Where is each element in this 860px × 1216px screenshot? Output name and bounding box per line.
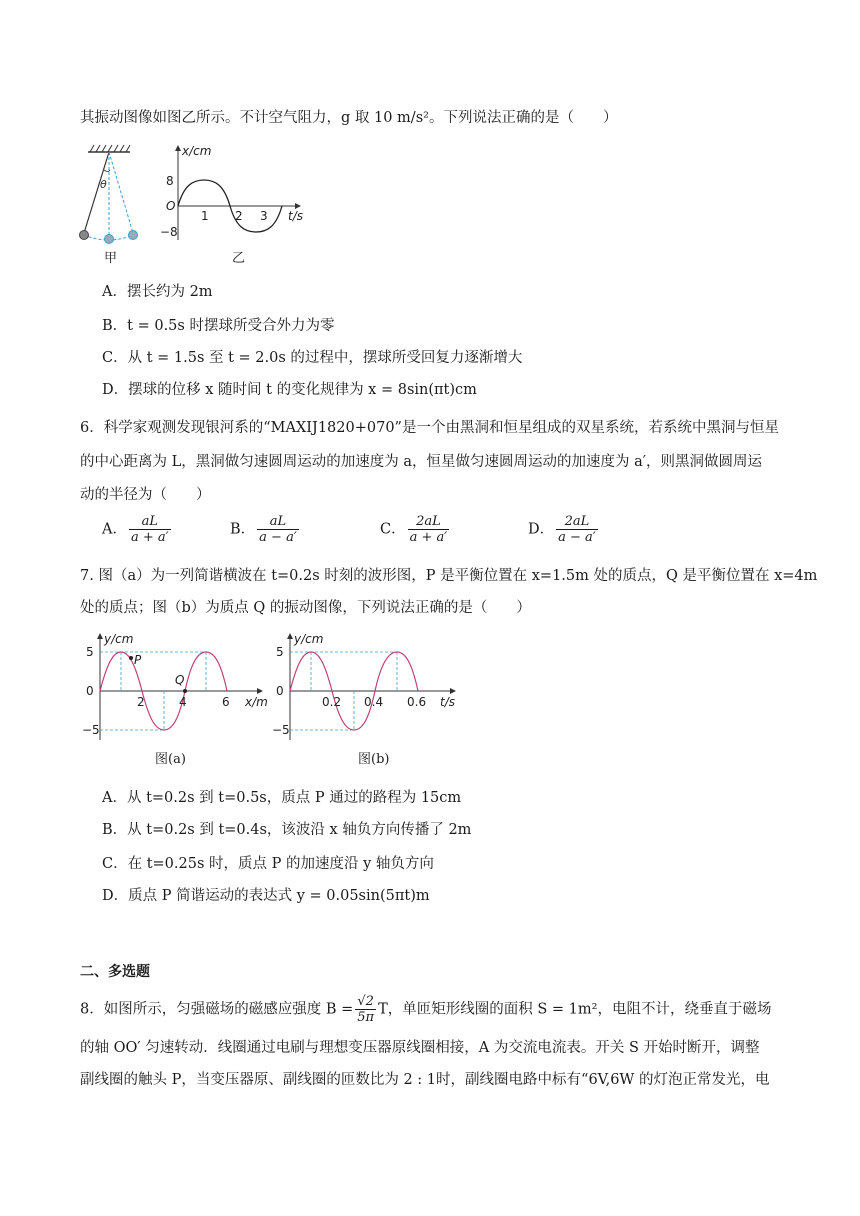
b-y-tick-top: 5: [276, 645, 284, 659]
b-origin: 0: [276, 684, 284, 698]
q6-option-d: D． $\frac{2aL}{a - a'}$: [528, 514, 596, 545]
q8-line1: 8．如图所示，匀强磁场的磁感应强度 B = $\frac{√2}{5\pi}$ T，单匝矩形线圈的面积 S = 1m²，电阻不计，绕垂直于磁场: [80, 994, 772, 1025]
a-x-tick-4: 4: [179, 695, 187, 709]
q5-option-b: B．t = 0.5s 时摆球所受合外力为零: [102, 318, 335, 334]
q5-option-c: C．从 t = 1.5s 至 t = 2.0s 的过程中，摆球所受回复力逐渐增大: [102, 350, 523, 366]
b-x-tick-06: 0.6: [407, 695, 427, 709]
q6-option-b: B． $\frac{aL}{a - a'}$: [230, 514, 297, 545]
b-x-tick-04: 0.4: [364, 695, 384, 709]
q7-option-b: B．从 t=0.2s 到 t=0.4s，该波沿 x 轴负方向传播了 2m: [102, 822, 472, 838]
a-y-label: y/cm: [104, 632, 134, 646]
q7-line1: 7. 图（a）为一列简谐横波在 t=0.2s 时刻的波形图，P 是平衡位置在 x=1.5m 处的质点，Q 是平衡位置在 x=4m: [80, 568, 818, 584]
fig-yi-label: 乙: [232, 251, 246, 266]
q6-line3: 动的半径为（ ）: [80, 487, 211, 503]
q8-line2: 的轴 OO′ 匀速转动．线圈通过电刷与理想变压器原线圈相接，A 为交流电流表。开关 S 开始时断开，调整: [80, 1040, 760, 1056]
q6-option-c: C． $\frac{2aL}{a + a'}$: [380, 514, 448, 545]
q7-option-d: D．质点 P 简谐运动的表达式 y = 0.05sin(5πt)m: [102, 888, 430, 904]
b-x-label: t/s: [440, 695, 455, 709]
yi-y-tick-bottom: −8: [160, 225, 178, 239]
yi-x-label: t/s: [288, 209, 303, 223]
wave-graph-a: [82, 628, 272, 743]
b-x-tick-02: 0.2: [322, 695, 342, 709]
oscillation-graph-yi: [160, 140, 310, 250]
vibration-graph-b: [270, 628, 465, 743]
yi-x-tick-1: 1: [201, 209, 209, 223]
q8-line3: 副线圈的触头 P，当变压器原、副线圈的匝数比为 2 : 1时，副线圈电路中标有“6V,6W 的灯泡正常发光，电: [80, 1072, 770, 1088]
yi-x-tick-3: 3: [260, 209, 268, 223]
section-title-multiple-choice: 二、多选题: [80, 964, 150, 980]
b-y-tick-bottom: −5: [272, 723, 290, 737]
point-p-label: P: [134, 653, 142, 667]
theta-label: θ: [100, 178, 107, 191]
b-y-label: y/cm: [294, 632, 324, 646]
q6-line1: 6．科学家观测发现银河系的“MAXIJ1820+070”是一个由黑洞和恒星组成的双星系统，若系统中黑洞与恒星: [80, 420, 779, 436]
a-x-tick-2: 2: [137, 695, 145, 709]
yi-y-tick-top: 8: [166, 174, 174, 188]
q7-option-c: C．在 t=0.25s 时，质点 P 的加速度沿 y 轴负方向: [102, 856, 434, 872]
q6-option-a: A． $\frac{aL}{a + a'}$: [102, 514, 169, 545]
yi-x-tick-2: 2: [235, 209, 243, 223]
a-y-tick-top: 5: [86, 645, 94, 659]
point-q-label: Q: [175, 673, 185, 687]
a-y-tick-bottom: −5: [82, 723, 100, 737]
yi-origin: O: [166, 199, 176, 213]
caption-b: 图(b): [358, 752, 390, 767]
q7-option-a: A．从 t=0.2s 到 t=0.5s，质点 P 通过的路程为 15cm: [102, 790, 462, 806]
a-x-tick-6: 6: [222, 695, 230, 709]
q5-option-a: A．摆长约为 2m: [102, 284, 213, 300]
q5-option-d: D．摆球的位移 x 随时间 t 的变化规律为 x = 8sin(πt)cm: [102, 382, 477, 398]
a-x-label: x/m: [245, 695, 268, 709]
q7-line2: 处的质点；图（b）为质点 Q 的振动图像，下列说法正确的是（ ）: [80, 600, 531, 616]
q6-line2: 的中心距离为 L，黑洞做匀速圆周运动的加速度为 a，恒星做匀速圆周运动的加速度为 a′，则黑洞做圆周运: [80, 454, 763, 470]
yi-y-label: x/cm: [182, 144, 212, 158]
fig-jia-label: 甲: [104, 251, 118, 266]
a-origin: 0: [86, 684, 94, 698]
q5-stem-tail: 其振动图像如图乙所示。不计空气阻力，g 取 10 m/s²。下列说法正确的是（ ）: [80, 110, 618, 126]
caption-a: 图(a): [155, 752, 186, 767]
